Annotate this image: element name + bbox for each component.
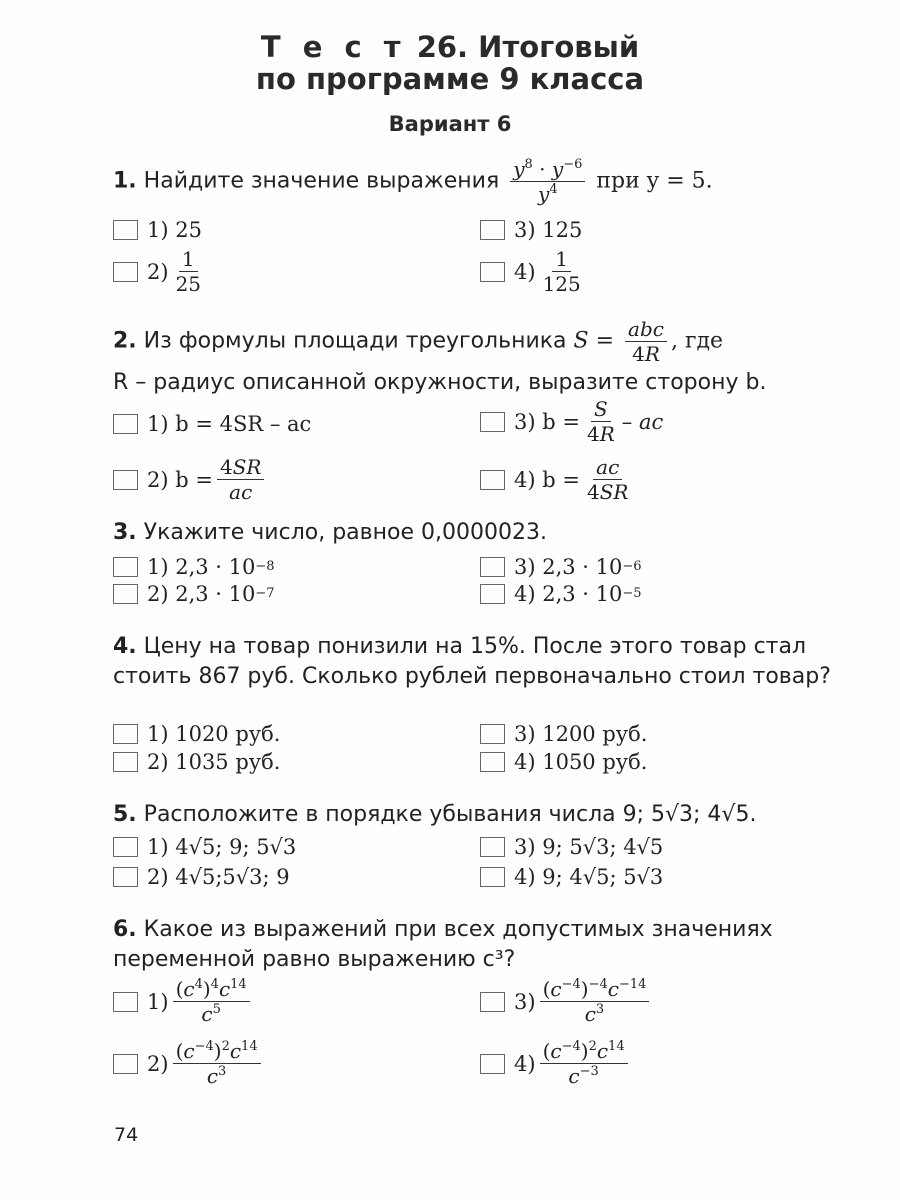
fraction-ac-4sr: $\frac{ac}{4SR}$	[586, 455, 629, 504]
question-number: 1.	[113, 168, 137, 194]
option-label: 4)	[514, 259, 536, 284]
option-label: 3) 125	[514, 218, 583, 242]
option-2-3[interactable]: 3) b = $\frac{S}{4R}$ – ac	[480, 398, 663, 445]
question-number: 4.	[113, 634, 137, 659]
fraction-option-6-2: $\frac{(c^{-4})^2c^{14}}{c^3}$	[173, 1040, 261, 1087]
option-1-3[interactable]	[480, 218, 582, 242]
option-2-1[interactable]	[113, 412, 311, 436]
question-text: Укажите число, равное 0,0000023.	[143, 520, 547, 545]
answer-checkbox[interactable]	[113, 724, 138, 744]
question-4	[113, 632, 848, 692]
option-label: 4)	[514, 1051, 536, 1076]
option-3-3[interactable]: 3) 2,3 · 10 −6	[480, 555, 642, 579]
test-subtitle: по программе 9 класса	[255, 62, 645, 96]
question-number: 5.	[113, 802, 137, 827]
area-formula: $\frac{\text{abc}}{4R}$	[625, 318, 667, 365]
answer-checkbox[interactable]	[113, 557, 138, 577]
option-label: 1) 2,3 · 10	[147, 555, 256, 579]
question-text: Найдите значение выражения	[143, 168, 500, 194]
test-number-title: 26. Итоговый	[416, 30, 640, 64]
answer-checkbox[interactable]	[480, 724, 505, 744]
option-label: 3) b =	[514, 409, 580, 434]
answer-checkbox[interactable]	[113, 584, 138, 604]
answer-checkbox[interactable]	[480, 837, 505, 857]
option-1-1[interactable]	[113, 218, 202, 242]
fraction-1-25: $\frac{1}{25}$	[175, 247, 202, 296]
question-number: 2.	[113, 328, 137, 354]
question-3	[113, 518, 848, 548]
answer-checkbox[interactable]	[113, 867, 138, 887]
answer-checkbox[interactable]	[480, 412, 505, 432]
question-number: 3.	[113, 520, 137, 545]
question-2-line2: R – радиус описанной окружности, выразите сторону b.	[113, 370, 767, 395]
question-tail: , где	[670, 328, 724, 354]
answer-checkbox[interactable]	[480, 752, 505, 772]
option-label: 2) 1035 руб.	[147, 750, 281, 774]
option-6-1[interactable]	[113, 978, 254, 1025]
answer-checkbox[interactable]	[480, 992, 505, 1012]
option-label: 4) b =	[514, 467, 580, 492]
fraction-option-6-4: $\frac{(c^{-4})^2c^{14}}{c^{-3}}$	[540, 1040, 628, 1087]
option-label: 1) 4√5; 9; 5√3	[147, 835, 297, 859]
question-tail: при y = 5.	[596, 168, 713, 194]
option-label: 3) 1200 руб.	[514, 722, 648, 746]
option-label: 2) b =	[147, 467, 213, 492]
option-4-1[interactable]	[113, 722, 280, 746]
question-text: Из формулы площади треугольника	[143, 328, 567, 354]
page-number: 74	[114, 1124, 139, 1146]
answer-checkbox[interactable]	[480, 867, 505, 887]
option-6-3[interactable]	[480, 978, 653, 1025]
answer-checkbox[interactable]	[113, 262, 138, 282]
answer-checkbox[interactable]	[113, 1054, 138, 1074]
question-text: Какое из выражений при всех допустимых значениях переменной равно выражению c³?	[113, 917, 773, 972]
question-text: Расположите в порядке убывания числа 9; 5√3; 4√5.	[143, 802, 757, 827]
option-1-4[interactable]	[480, 248, 588, 295]
option-4-4[interactable]	[480, 750, 647, 774]
variant-label: Вариант 6	[388, 112, 512, 136]
question-6	[113, 915, 848, 975]
option-4-2[interactable]	[113, 750, 280, 774]
fraction-option-6-1: $\frac{(c^4)^4c^{14}}{c^5}$	[173, 978, 250, 1025]
answer-checkbox[interactable]	[480, 220, 505, 240]
option-5-3[interactable]	[480, 835, 663, 859]
option-label: 2)	[147, 259, 169, 284]
test-word: Т е с т	[260, 30, 407, 64]
option-label: 1)	[147, 989, 169, 1014]
question-1	[113, 158, 848, 205]
option-label: 2)	[147, 1051, 169, 1076]
answer-checkbox[interactable]	[113, 752, 138, 772]
test-title	[0, 30, 900, 64]
option-6-2[interactable]	[113, 1040, 265, 1087]
option-5-1[interactable]	[113, 835, 296, 859]
fraction-s-4r: $\frac{S}{4R}$	[586, 397, 615, 446]
option-label: 3)	[514, 989, 536, 1014]
option-3-1[interactable]: 1) 2,3 · 10 −8	[113, 555, 275, 579]
option-2-4[interactable]	[480, 456, 635, 503]
answer-checkbox[interactable]	[113, 220, 138, 240]
answer-checkbox[interactable]	[480, 470, 505, 490]
question-text: Цену на товар понизили на 15%. После этого товар стал стоить 867 руб. Сколько рублей первоначально стоил товар?	[113, 634, 831, 689]
option-5-4[interactable]	[480, 865, 663, 889]
option-label: 1) 25	[147, 218, 202, 242]
option-label: 3) 2,3 · 10	[514, 555, 623, 579]
option-4-3[interactable]	[480, 722, 647, 746]
option-label: 1) b = 4SR – ac	[147, 412, 312, 436]
answer-checkbox[interactable]	[480, 557, 505, 577]
option-label: 4) 1050 руб.	[514, 750, 648, 774]
option-label: 3) 9; 5√3; 4√5	[514, 835, 664, 859]
option-3-4[interactable]: 4) 2,3 · 10 −5	[480, 582, 642, 606]
option-2-2[interactable]	[113, 456, 268, 503]
fraction-1-125: $\frac{1}{125}$	[542, 247, 581, 296]
fraction-4sr-ac: $\frac{4SR}{ac}$	[217, 456, 265, 503]
answer-checkbox[interactable]	[113, 837, 138, 857]
fraction-option-6-3: $\frac{(c^{-4})^{-4}c^{-14}}{c^3}$	[540, 978, 650, 1025]
option-3-2[interactable]: 2) 2,3 · 10 −7	[113, 582, 275, 606]
question-number: 6.	[113, 917, 137, 942]
option-6-4[interactable]	[480, 1040, 632, 1087]
option-label: 2) 4√5;5√3; 9	[147, 865, 290, 889]
answer-checkbox[interactable]	[113, 414, 138, 434]
answer-checkbox[interactable]	[480, 584, 505, 604]
option-1-2[interactable]	[113, 248, 208, 295]
expression-fraction: $\frac{y^8 \cdot y^{-6}}{y^4}$	[510, 158, 585, 205]
question-5	[113, 800, 848, 830]
answer-checkbox[interactable]	[113, 992, 138, 1012]
option-label: 2) 2,3 · 10	[147, 582, 256, 606]
option-5-2[interactable]	[113, 865, 290, 889]
option-label: 1) 1020 руб.	[147, 722, 281, 746]
answer-checkbox[interactable]	[480, 262, 505, 282]
option-label: 4) 2,3 · 10	[514, 582, 623, 606]
answer-checkbox[interactable]	[480, 1054, 505, 1074]
option-label: 4) 9; 4√5; 5√3	[514, 865, 664, 889]
question-2: 2. Из формулы площади треугольника S = $\frac{\text{abc}}{4R}$ , где	[113, 317, 724, 366]
answer-checkbox[interactable]	[113, 470, 138, 490]
